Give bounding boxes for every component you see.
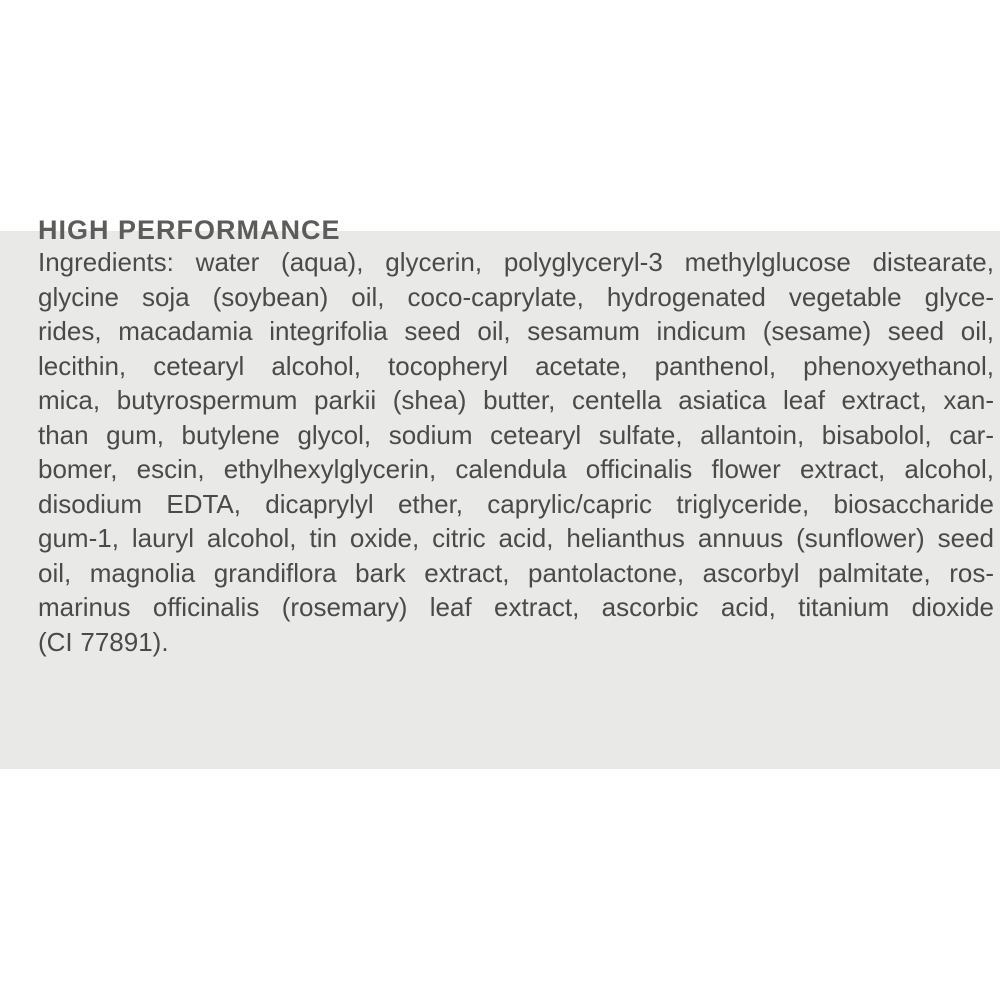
ingredients-line-5: mica, butyrospermum parkii (shea) butter, centella asiatica leaf extract, xan- bbox=[38, 385, 994, 415]
ingredients-line-3: rides, macadamia integrifolia seed oil, sesamum indicum (sesame) seed oil, bbox=[38, 316, 994, 346]
ingredients-line-10: oil, magnolia grandiflora bark extract, pantolactone, ascorbyl palmitate, ros- bbox=[38, 557, 994, 588]
ingredients-text bbox=[38, 245, 998, 659]
product-label-panel bbox=[0, 215, 1000, 769]
cutoff-heading: HIGH PERFORMANCE bbox=[38, 215, 341, 245]
ingredients-line-1: Ingredients: water (aqua), glycerin, polyglyceryl-3 methylglucose distearate, bbox=[38, 247, 994, 277]
ingredients-line-9: gum-1, lauryl alcohol, tin oxide, citric acid, helianthus annuus (sunflower) seed bbox=[38, 523, 994, 553]
ingredients-line-7: bomer, escin, ethylhexylglycerin, calendula officinalis flower extract, alcohol, bbox=[38, 454, 994, 484]
ingredients-line-6: than gum, butylene glycol, sodium cetearyl sulfate, allantoin, bisabolol, car- bbox=[38, 419, 994, 450]
ingredients-line-11: marinus officinalis (rosemary) leaf extract, ascorbic acid, titanium dioxide bbox=[38, 592, 994, 622]
ingredients-line-12: (CI 77891). bbox=[38, 626, 169, 657]
ingredients-line-8: disodium EDTA, dicaprylyl ether, caprylic/capric triglyceride, biosaccharide bbox=[38, 488, 994, 519]
ingredients-line-4: lecithin, cetearyl alcohol, tocopheryl acetate, panthenol, phenoxyethanol, bbox=[38, 350, 994, 381]
ingredients-line-2: glycine soja (soybean) oil, coco-caprylate, hydrogenated vegetable glyce- bbox=[38, 281, 994, 312]
